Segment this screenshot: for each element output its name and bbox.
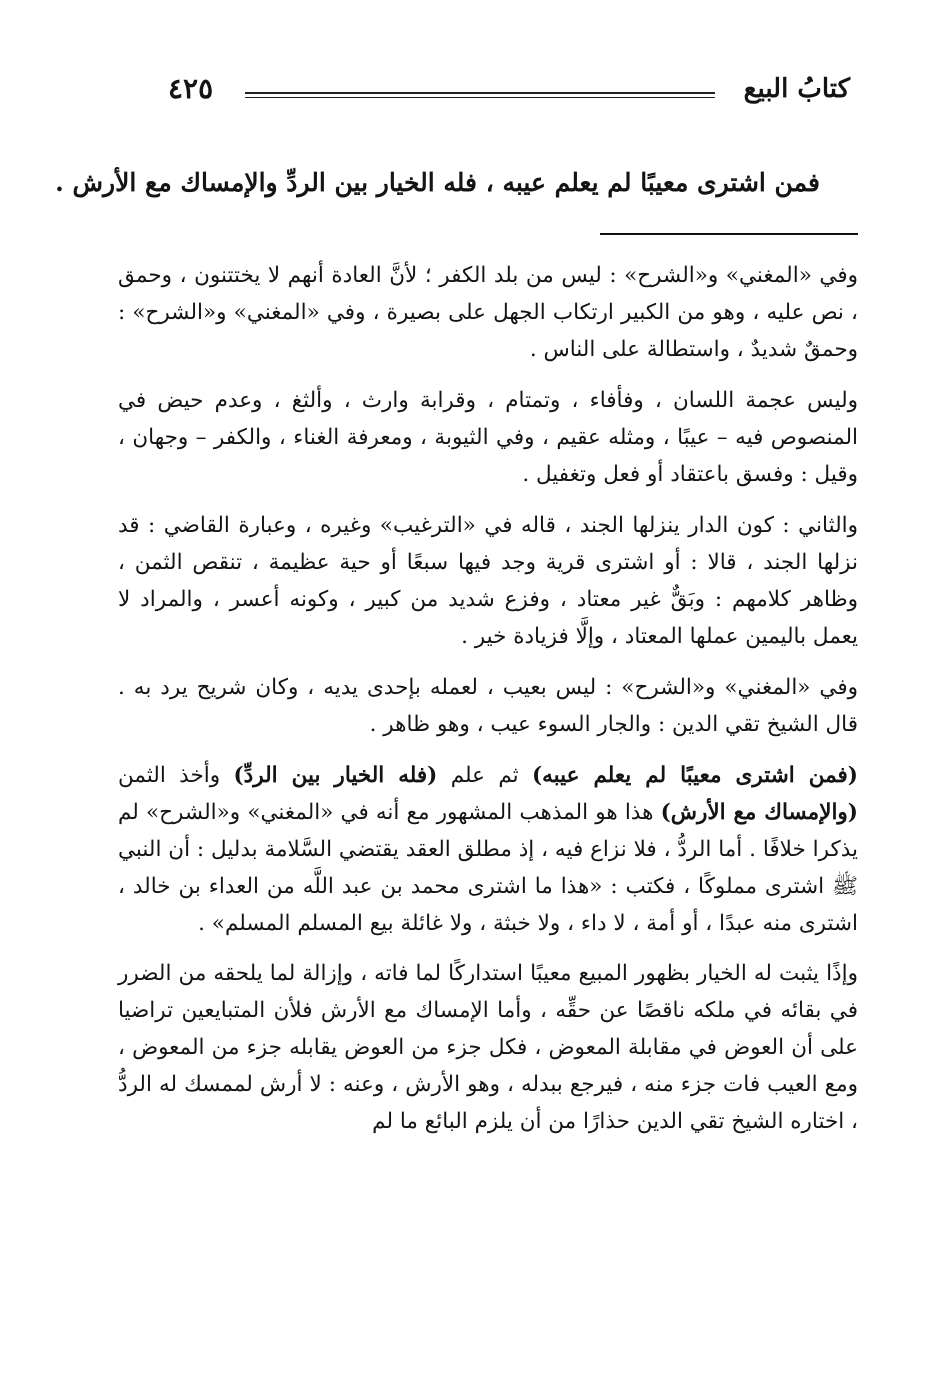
matn-text: فمن اشترى معيبًا لم يعلم عيبه ، فله الخيار بين الردِّ والإمساك مع الأرش . [55,168,820,197]
paragraph-text: هذا هو المذهب المشهور مع أنه في «المغني» و«الشرح» لم يذكرا خلافًا . أما الردُّ ، فلا نزاع فيه ، إذ مطلق العقد يقتضي السَّلامة بدليل : أن النبي ﷺ اشترى مملوكًا ، فكتب : «هذا ما اشترى محمد بن عبد اللَّه من العداء بن خالد ، اشترى منه عبدًا ، أو أمة ، لا داء ، ولا خبثة ، ولا غائلة بيع المسلم المسلم» . [118,799,858,936]
quoted-matn: (فله الخيار بين الردِّ) [233,762,438,788]
paragraph-text: ثم علم [437,762,532,788]
running-header [150,74,850,118]
paragraph: والثاني : كون الدار ينزلها الجند ، قاله في «الترغيب» وغيره ، وعبارة القاضي : قد نزلها الجند ، قالا : أو اشترى قرية وجد فيها سبعًا أو حية عظيمة ، تنقص الثمن ، وظاهر كلامهم : وبَقٌّ غير معتاد ، وفزع شديد من كبير ، وكونه أعسر ، والمراد لا يعمل باليمين عملها المعتاد ، وإلَّا فزيادة خير . [118,512,858,649]
paragraph [118,758,858,943]
paragraph: وليس عجمة اللسان ، وفأفاء ، وتمتام ، وقرابة وارث ، وألثغ ، وعدم حيض في المنصوص فيه – عيبًا ، ومثله عقيم ، وفي الثيوبة ، ومعرفة الغناء ، والكفر – وجهان ، وقيل : وفسق باعتقاد أو فعل وتغفيل . [118,387,858,487]
paragraph-text: وأخذ الثمن [118,762,234,788]
header-rule [245,92,715,94]
paragraph: وإذًا يثبت له الخيار بظهور المبيع معيبًا استداركًا لما فاته ، وإزالة لما يلحقه من الضرر في بقائه في ملكه ناقصًا عن حقِّه ، وأما الإمساك مع الأرش فلأن المتبايعين تراضيا على أن العوض في مقابلة المعوض ، فكل جزء من العوض يقابله جزء من المعوض ، ومع العيب فات جزء منه ، فيرجع ببدله ، وهو الأرش ، وعنه : لا أرش لممسك له الردُّ ، اختاره الشيخ تقي الدين حذارًا من أن يلزم البائع ما لم [118,961,858,1135]
quoted-matn: (فمن اشترى معيبًا لم يعلم عيبه) [531,762,858,788]
quoted-matn: (والإمساك مع الأرش) [660,799,858,825]
commentary [118,258,858,1155]
separator-rule [600,233,858,235]
page-number: ٤٢٥ [168,72,214,105]
book-title: كتابُ البيع [743,74,850,104]
paragraph: وفي «المغني» و«الشرح» : ليس بعيب ، لعمله بإحدى يديه ، وكان شريح يرد به . قال الشيخ تقي الدين : والجار السوء عيب ، وهو ظاهر . [118,674,858,737]
paragraph: وفي «المغني» و«الشرح» : ليس من بلد الكفر ؛ لأنَّ العادة أنهم لا يختتنون ، وحمق ، نص عليه ، وهو من الكبير ارتكاب الجهل على بصيرة ، وفي «المغني» و«الشرح» : وحمقٌ شديدٌ ، واستطالة على الناس . [118,263,858,362]
